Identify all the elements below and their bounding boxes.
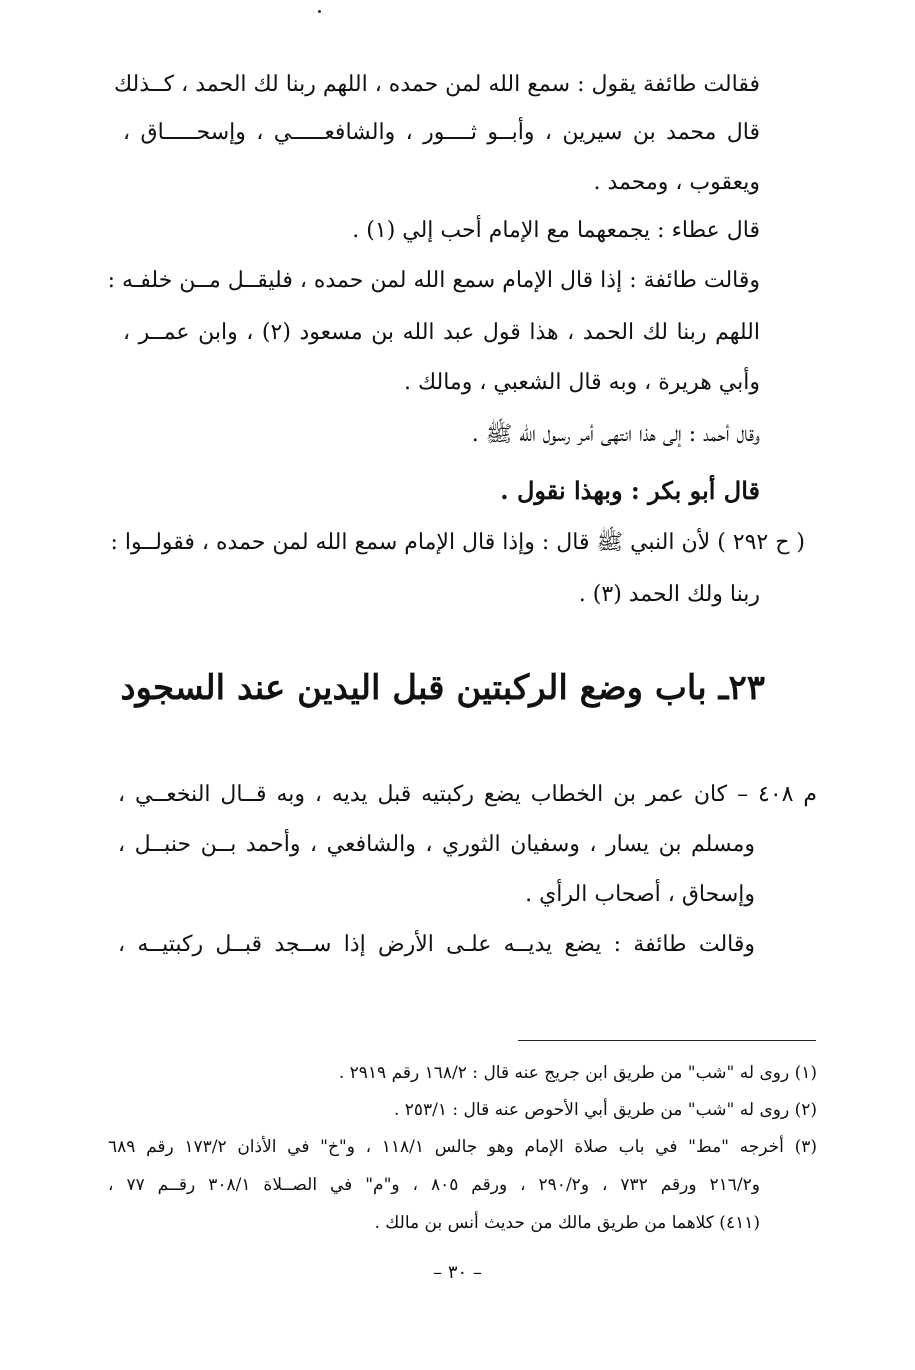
body-line-1: فقالت طائفة يقول : سمع الله لمن حمده ، اللهم ربنا لك الحمد ، كــذلك (113, 72, 760, 97)
section-line-2: ومسلم بن يسار ، وسفيان الثوري ، والشافعي ، وأحمد بــن حنبــل ، (118, 832, 755, 857)
body-line-4: قال عطاء : يجمعهما مع الإمام أحب إلي (١) . (352, 218, 760, 243)
body-line-5: وقالت طائفة : إذا قال الإمام سمع الله لمن حمده ، فليقــل مــن خلفـه : (107, 268, 760, 293)
footnote-3-line-2: و٢١٦/٢ ورقم ٧٣٢ ، و٢٩٠/٢ ، ورقم ٨٠٥ ، و"م" في الصــلاة ٣٠٨/١ رقــم ٧٧ ، (108, 1175, 761, 1195)
section-heading: ٢٣ـ باب وضع الركبتين قبل اليدين عند السجود (120, 668, 765, 708)
section-line-3: وإسحاق ، أصحاب الرأي . (525, 882, 755, 907)
hadith-line-1: ( ح ٢٩٢ ) لأن النبي ﷺ قال : وإذا قال الإمام سمع الله لمن حمده ، فقولــوا : (110, 530, 805, 555)
footnote-separator (518, 1040, 816, 1041)
body-line-3: ويعقوب ، ومحمد . (593, 170, 760, 195)
body-line-6: اللهم ربنا لك الحمد ، هذا قول عبد الله بن مسعود (٢) ، وابن عمــر ، (123, 320, 760, 345)
page-number: – ٣٠ – (433, 1262, 482, 1283)
scan-speck (318, 10, 321, 13)
footnote-3-line-3: (٤١١) كلاهما من طريق مالك من حديث أنس بن مالك . (374, 1213, 760, 1233)
section-line-4: وقالت طائفة : يضع يديــه علـى الأرض إذا ســجد قبــل ركبتيــه ، (118, 932, 755, 957)
body-line-8: وقال أحمد : إلى هذا انتهى أمر رسول الله ﷺ . (471, 422, 760, 447)
body-line-7: وأبي هريرة ، وبه قال الشعبي ، ومالك . (404, 370, 760, 395)
hadith-line-2: ربنا ولك الحمد (٣) . (578, 582, 760, 607)
footnote-3-line-1: (٣) أخرجه "مط" في باب صلاة الإمام وهو جالس ١١٨/١ ، و"خ" في الأذان ١٧٣/٢ رقم ٦٨٩ (108, 1137, 817, 1157)
footnote-1: (١) روى له "شب" من طريق ابن جريج عنه قال : ١٦٨/٢ رقم ٢٩١٩ . (338, 1063, 817, 1083)
body-line-2: قال محمد بن سيرين ، وأبــو ثــــور ، والشافعـــــي ، وإسحـــــاق ، (123, 120, 760, 145)
section-line-1: م ٤٠٨ – كان عمر بن الخطاب يضع ركبتيه قبل يديه ، وبه قــال النخعــي ، (118, 782, 817, 807)
footnote-2: (٢) روى له "شب" من طريق أبي الأحوص عنه قال : ٢٥٣/١ . (393, 1100, 817, 1120)
abu-bakr-line: قال أبو بكر : وبهذا نقول . (500, 476, 760, 505)
